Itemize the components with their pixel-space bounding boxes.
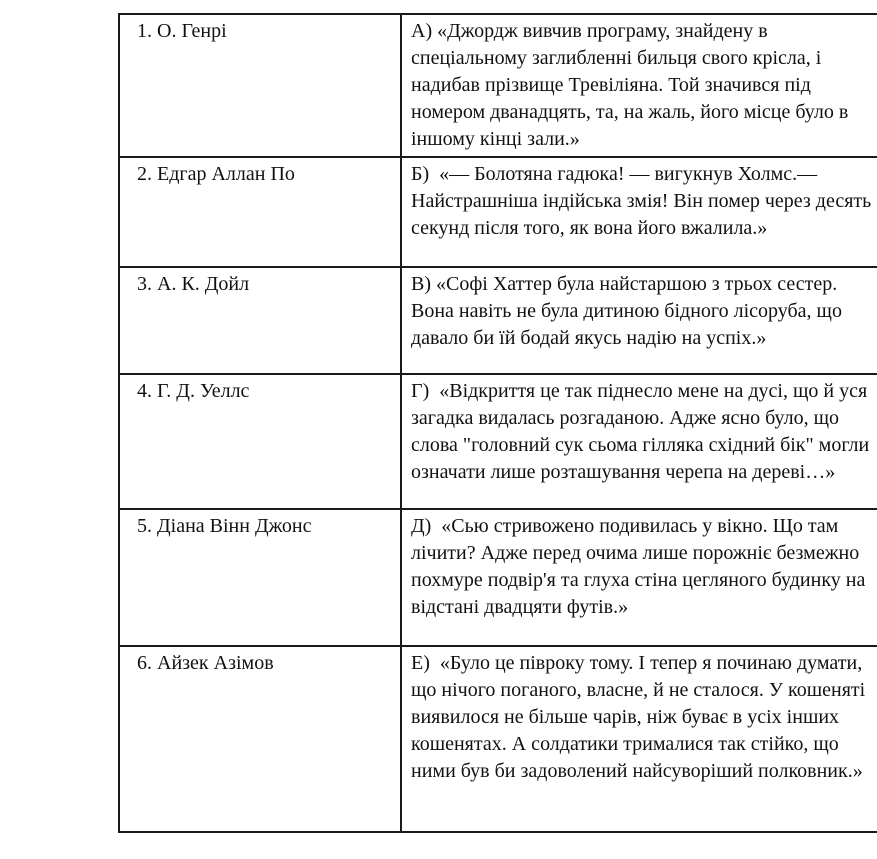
author-name: 4. Г. Д. Уеллс	[137, 380, 250, 402]
quote-text: Е) «Було це півроку тому. І тепер я починаю думати, що нічого поганого, власне, й не сталося. У кошеняті виявилося не більше чарів, ніж буває в усіх інших кошенятах. А солдатики трималися так стійко, що ними був би задоволений найсуворіший полковник.»	[411, 652, 871, 782]
quote-text: А) «Джордж вивчив програму, знайдену в спеціальному заглибленні бильця свого крісла, і надибав прізвище Тревіліяна. Той значився під номером дванадцять, та, на жаль, його місце було в іншому кінці зали.»	[411, 20, 854, 150]
author-name: 6. Айзек Азімов	[137, 652, 274, 674]
author-name: 5. Діана Вінн Джонс	[137, 515, 312, 537]
table-row	[119, 157, 877, 267]
author-cell	[119, 14, 401, 157]
matching-table	[118, 13, 877, 833]
quote-cell	[401, 267, 877, 374]
quote-cell	[401, 509, 877, 646]
quote-text: В) «Софі Хаттер була найстаршою з трьох сестер. Вона навіть не була дитиною бідного лісоруба, що давало би їй бодай якусь надію на успіх.»	[411, 273, 847, 349]
author-name: 2. Едгар Аллан По	[137, 163, 295, 185]
author-cell	[119, 374, 401, 509]
quote-cell	[401, 646, 877, 832]
author-cell	[119, 267, 401, 374]
quote-cell	[401, 14, 877, 157]
table-row	[119, 14, 877, 157]
table-row	[119, 509, 877, 646]
quote-cell	[401, 374, 877, 509]
table-row	[119, 646, 877, 832]
table-row	[119, 374, 877, 509]
quote-text: Б) «— Болотяна гадюка! — вигукнув Холмс.— Найстрашніша індійська змія! Він помер через десять секунд після того, як вона його вжалила.»	[411, 163, 877, 239]
quote-text: Д) «Сью стривожено подивилась у вікно. Що там лічити? Адже перед очима лише порожніє безмежно похмуре подвір'я та глуха стіна цегляного будинку на відстані двадцяти футів.»	[411, 515, 871, 618]
author-cell	[119, 646, 401, 832]
table-row	[119, 267, 877, 374]
author-cell	[119, 157, 401, 267]
author-cell	[119, 509, 401, 646]
author-name: 3. А. К. Дойл	[137, 273, 250, 295]
quote-cell	[401, 157, 877, 267]
quote-text: Г) «Відкриття це так піднесло мене на дусі, що й уся загадка видалась розгаданою. Адже ясно було, що слова "головний сук сьома гілляка східний бік" могли означати лише розташування черепа на дереві…»	[411, 380, 875, 483]
author-name: 1. О. Генрі	[137, 20, 227, 42]
